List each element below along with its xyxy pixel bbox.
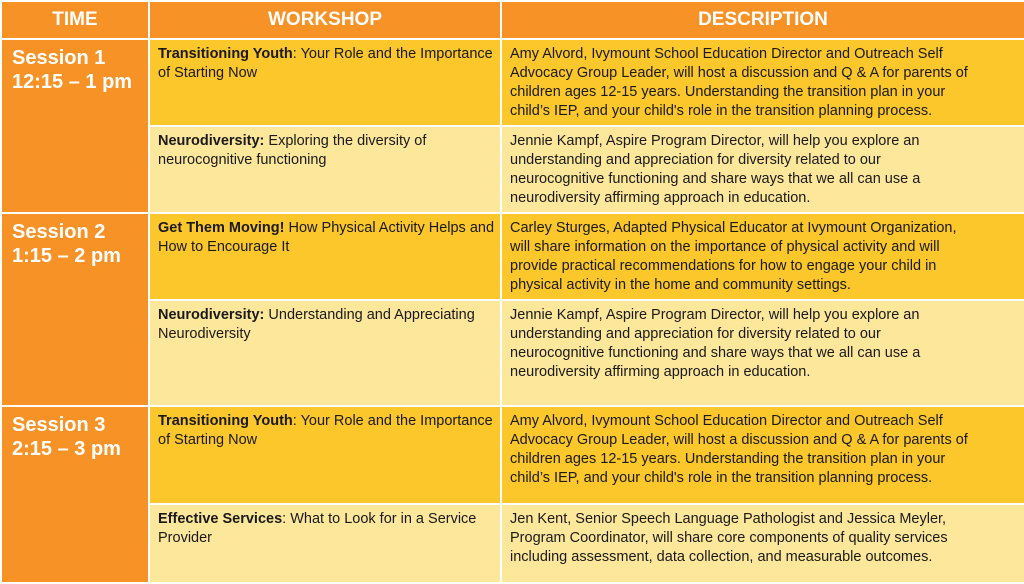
description-cell [501,39,1024,126]
description-line: children ages 12-15 years. Understanding the transition plan in your [510,451,946,467]
description-line: Jennie Kampf, Aspire Program Director, will help you explore an [510,307,920,323]
session-2-name: Session 2 [12,221,106,243]
workshop-subtitle: Exploring the diversity of neurocognitive functioning [158,133,427,168]
description-line: child’s IEP, and your child's role in the transition planning process. [510,103,933,119]
workshop-title: Effective Services [158,511,283,527]
description-line: neurodiversity affirming approach in education. [510,364,811,380]
description-line: including assessment, data collection, and measurable outcomes. [510,549,933,565]
description-line: Amy Alvord, Ivymount School Education Director and Outreach Self [510,46,943,62]
description-line: provide practical recommendations for how to engage your child in [510,258,937,274]
session-3-time-cell [1,406,149,583]
description-line: neurodiversity affirming approach in education. [510,190,811,206]
description-cell [501,300,1024,406]
workshop-cell [149,126,501,213]
workshop-subtitle: How Physical Activity Helps and How to Encourage It [158,220,495,255]
header-row [1,1,1024,39]
description-line: neurocognitive functioning and share ways that we all can use a [510,171,921,187]
description-line: children ages 12-15 years. Understanding the transition plan in your [510,84,946,100]
workshop-title: Neurodiversity: [158,307,265,323]
description-line: Program Coordinator, will share core components of quality services [510,530,948,546]
workshop-subtitle: : Your Role and the Importance of Starting Now [158,413,493,448]
workshop-title: Transitioning Youth [158,46,293,62]
description-line: Carley Sturges, Adapted Physical Educator at Ivymount Organization, [510,220,957,236]
table-row [1,406,1024,504]
workshop-title: Get Them Moving! [158,220,285,236]
description-cell [501,213,1024,300]
description-line: child’s IEP, and your child's role in the transition planning process. [510,470,933,486]
session-2-time-cell [1,213,149,406]
header-workshop: WORKSHOP [149,1,501,39]
workshop-title: Transitioning Youth [158,413,293,429]
description-cell [501,126,1024,213]
description-line: Advocacy Group Leader, will host a discussion and Q & A for parents of [510,432,968,448]
workshop-cell [149,39,501,126]
workshop-subtitle: : Your Role and the Importance of Starting Now [158,46,493,81]
table-row [1,300,1024,406]
description-line: Jen Kent, Senior Speech Language Pathologist and Jessica Meyler, [510,511,947,527]
workshop-cell [149,213,501,300]
workshop-subtitle: Understanding and Appreciating Neurodiversity [158,307,475,342]
workshop-cell [149,406,501,504]
session-1-time: 12:15 – 1 pm [12,71,133,93]
description-line: physical activity in the home and community settings. [510,277,851,293]
session-1-time-cell [1,39,149,213]
workshop-subtitle: : What to Look for in a Service Provider [158,511,477,546]
description-line: Amy Alvord, Ivymount School Education Director and Outreach Self [510,413,943,429]
session-1-name: Session 1 [12,47,106,69]
description-cell [501,504,1024,583]
table-row [1,504,1024,583]
description-line: neurocognitive functioning and share ways that we all can use a [510,345,921,361]
description-line: will share information on the importance of physical activity and will [510,239,940,255]
table-row [1,39,1024,126]
table-row [1,213,1024,300]
workshop-cell [149,504,501,583]
session-3-time: 2:15 – 3 pm [12,438,121,460]
table-row [1,126,1024,213]
session-2-time: 1:15 – 2 pm [12,245,121,267]
description-line: understanding and appreciation for diversity related to our [510,326,881,342]
header-description: DESCRIPTION [501,1,1024,39]
header-time: TIME [1,1,149,39]
session-3-name: Session 3 [12,414,106,436]
description-line: Jennie Kampf, Aspire Program Director, will help you explore an [510,133,920,149]
description-line: Advocacy Group Leader, will host a discussion and Q & A for parents of [510,65,968,81]
workshop-title: Neurodiversity: [158,133,265,149]
description-cell [501,406,1024,504]
description-line: understanding and appreciation for diversity related to our [510,152,881,168]
workshop-cell [149,300,501,406]
